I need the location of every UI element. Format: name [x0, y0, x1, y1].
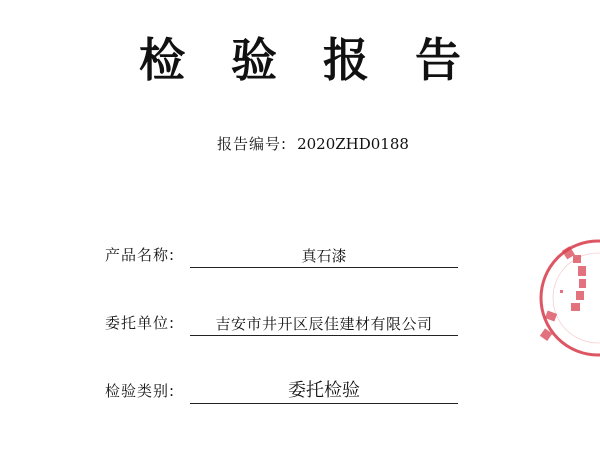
- product-name-field: [105, 238, 465, 268]
- inspection-type-field: [105, 374, 465, 404]
- product-name-label: 产品名称:: [105, 246, 176, 264]
- report-number: [217, 134, 409, 154]
- report-number-value: 2020ZHD0188: [297, 135, 409, 153]
- inspection-type-underline: [190, 403, 458, 404]
- product-name-value: 真石漆: [301, 247, 347, 265]
- product-name-underline: [190, 267, 458, 268]
- official-seal-stamp: [538, 238, 600, 358]
- inspection-type-value: 委托检验: [288, 380, 360, 401]
- client-unit-label: 委托单位:: [105, 314, 176, 332]
- client-unit-field: [105, 306, 465, 336]
- report-number-label: 报告编号:: [217, 135, 288, 153]
- client-unit-value: 吉安市井开区辰佳建材有限公司: [215, 315, 433, 333]
- client-unit-underline: [190, 335, 458, 336]
- document-title: 检验报告: [139, 33, 507, 87]
- inspection-type-label: 检验类别:: [105, 382, 176, 400]
